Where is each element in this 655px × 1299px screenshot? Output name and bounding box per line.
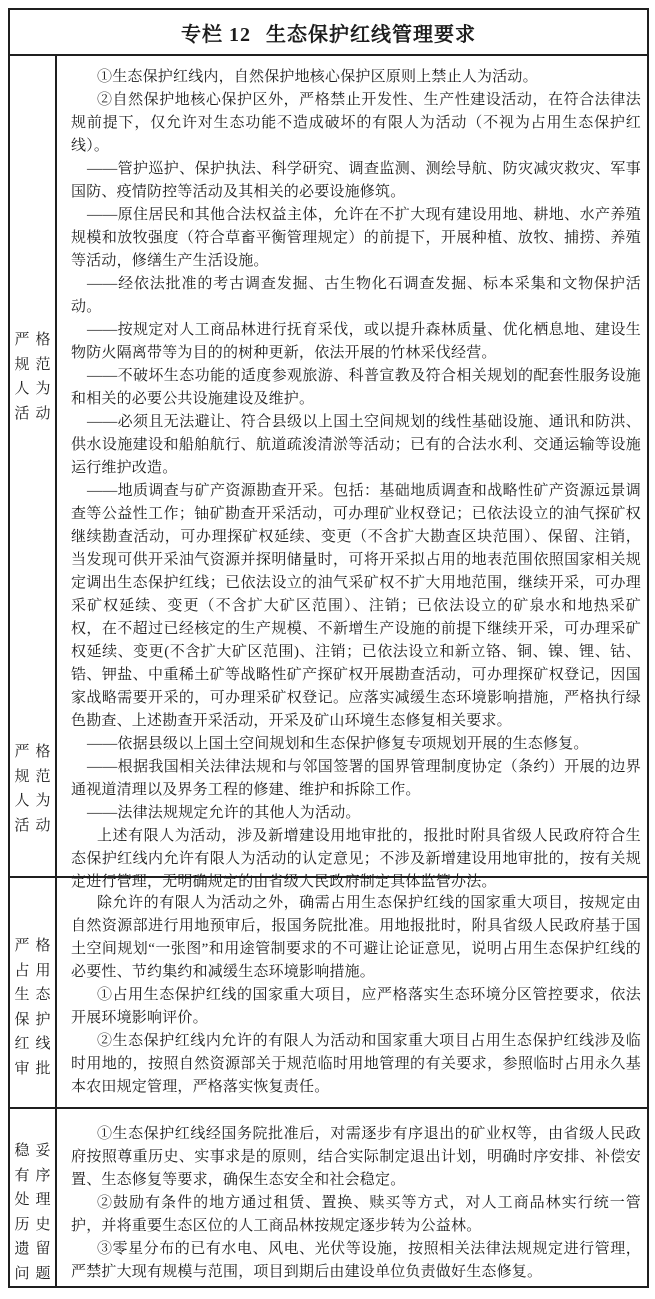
paragraph: ——依据县级以上国土空间规划和生态保护修复专项规划开展的生态修复。 bbox=[87, 736, 589, 752]
section-label-line: 处 理 bbox=[14, 1192, 51, 1208]
policy-column-box bbox=[8, 8, 649, 1288]
paragraph: ——必须且无法避让、符合县级以上国土空间规划的线性基础设施、通讯和防洪、供水设施建设和船舶航行、航道疏浚清淤等活动；已有的合法水利、交通运输等设施运行维护改造。 bbox=[71, 414, 641, 476]
section-label-line: 问 题 bbox=[14, 1265, 51, 1282]
paragraph: ②自然保护地核心保护区外，严格禁止开发性、生产性建设活动，在符合法律法规前提下，仅允许对生态功能不造成破坏的有限人为活动（不视为占用生态保护红线）。 bbox=[71, 92, 641, 154]
paragraph: ——不破坏生态功能的适度参观旅游、科普宣教及符合相关规划的配套性服务设施和相关的必要公共设施建设及维护。 bbox=[71, 368, 641, 407]
section-label-line: 严 格 bbox=[14, 744, 51, 760]
section-label-line: 人 为 bbox=[14, 793, 51, 809]
paragraph: ①生态保护红线内，自然保护地核心保护区原则上禁止人为活动。 bbox=[97, 69, 538, 85]
section-legacy-issues bbox=[10, 1107, 647, 1286]
paragraph: ——地质调查与矿产资源勘查开采。包括：基础地质调查和战略性矿产资源远景调查等公益性工作；铀矿勘查开采活动，可办理矿业权登记；已依法设立的油气探矿权继续勘查活动，可办理探矿权延续、变更（不含扩大勘查区块范围）、保留、注销，当发现可供开采油气资源并探明储量时，可将开采拟占用的地表范围依照国家相关规定调出生态保护红线；已依法设立的油气采矿权不扩大用地范围，继续开采，可办理采矿权延续、变更（不含扩大矿区范围）、注销；已依法设立的矿泉水和地热采矿权，在不超过已经核定的生产规模、不新增生产设施的前提下继续开采，可办理采矿权延续、变更(不含扩大矿区范围)、注销；已依法设立和新立铬、铜、镍、锂、钴、锆、钾盐、中重稀土矿等战略性矿产探矿权开展勘查活动，可办理探矿权登记，因国家战略需要开采的，可办理采矿权登记。应落实减缓生态环境影响措施，严格执行绿色勘查、上述勘查开采活动，开采及矿山环境生态修复相关要求。 bbox=[71, 483, 641, 729]
section-label bbox=[10, 1139, 55, 1286]
box-title-number: 专栏 12 bbox=[181, 23, 251, 46]
paragraph: ——法律法规规定允许的其他人为活动。 bbox=[87, 805, 361, 821]
section-content bbox=[57, 878, 647, 1107]
section-label-line: 审 批 bbox=[14, 1060, 51, 1077]
paragraph: ——原住居民和其他合法权益主体，允许在不扩大现有建设用地、耕地、水产养殖规模和放牧强度（符合草畜平衡管理规定）的前提下，开展种植、放牧、捕捞、养殖等活动，修缮生产生活设施。 bbox=[71, 207, 641, 269]
section-label-line: 稳 妥 bbox=[14, 1143, 51, 1159]
paragraph: ——按规定对人工商品林进行抚育采伐，或以提升森林质量、优化栖息地、建设生物防火隔离带等为目的的树种更新，依法开展的竹林采伐经营。 bbox=[71, 322, 641, 361]
section-label-cell bbox=[10, 1109, 57, 1286]
section-label-line: 占 用 bbox=[14, 962, 51, 979]
paragraph: ①生态保护红线经国务院批准后，对需逐步有序退出的矿业权等，由省级人民政府按照尊重历史、实事求是的原则，结合实际制定退出计划，明确时序安排、补偿安置、生态修复等要求，确保生态安全和社会稳定。 bbox=[71, 1126, 641, 1188]
section-label bbox=[10, 934, 55, 1081]
box-title-text: 生态保护红线管理要求 bbox=[266, 23, 476, 46]
paragraph: ——管护巡护、保护执法、科学研究、调查监测、测绘导航、防灾减灾救灾、军事国防、疫情防控等活动及其相关的必要设施修筑。 bbox=[71, 161, 641, 200]
paragraph: 除允许的有限人为活动之外，确需占用生态保护红线的国家重大项目，按规定由自然资源部进行用地预审后，报国务院批准。用地报批时，附具省级人民政府基于国土空间规划“一张图”和用途管制要求的不可避让论证意见，说明占用生态保护红线的必要性、节约集约和减缓生态环境影响措施。 bbox=[71, 895, 641, 980]
section-regulate-human-activities bbox=[10, 56, 647, 890]
section-label-line: 规 范 bbox=[14, 356, 51, 373]
paragraph: ——根据我国相关法律法规和与邻国签署的国界管理制度协定（条约）开展的边界通视道清理以及界务工程的修建、维护和拆除工作。 bbox=[71, 759, 641, 798]
section-label-line: 遗 留 bbox=[14, 1241, 51, 1257]
paragraph: ②鼓励有条件的地方通过租赁、置换、赎买等方式，对人工商品林实行统一管护，并将重要生态区位的人工商品林按规定逐步转为公益林。 bbox=[71, 1195, 641, 1234]
section-label-cell bbox=[10, 56, 57, 876]
section-label-cell bbox=[10, 878, 57, 1107]
box-title bbox=[10, 10, 647, 56]
section-content bbox=[57, 1109, 647, 1286]
section-label-line: 人 为 bbox=[14, 381, 51, 397]
section-label-line: 有 序 bbox=[14, 1167, 51, 1184]
section-label-line: 保 护 bbox=[14, 1011, 51, 1028]
section-label-line: 规 范 bbox=[14, 768, 51, 785]
section-content bbox=[57, 56, 647, 890]
paragraph: 上述有限人为活动，涉及新增建设用地审批的，报批时附具省级人民政府符合生态保护红线内允许有限人为活动的认定意见；不涉及新增建设用地审批的，按有关规定进行管理，无明确规定的由省级人民政府制定具体监管办法。 bbox=[71, 828, 641, 890]
section-label-line: 历 史 bbox=[14, 1216, 51, 1233]
section-label-line: 红 线 bbox=[14, 1036, 51, 1052]
paragraph: ①占用生态保护红线的国家重大项目，应严格落实生态环境分区管控要求，依法开展环境影响评价。 bbox=[71, 987, 641, 1026]
section-label-repeat bbox=[10, 740, 55, 838]
section-label-line: 生 态 bbox=[14, 987, 51, 1003]
paragraph: ②生态保护红线内允许的有限人为活动和国家重大项目占用生态保护红线涉及临时用地的，按照自然资源部关于规范临时用地管理的有关要求，参照临时占用永久基本农田规定管理，严格落实恢复责任。 bbox=[71, 1033, 641, 1095]
paragraph: ③零星分布的已有水电、风电、光伏等设施，按照相关法律法规规定进行管理，严禁扩大现有规模与范围，项目到期后由建设单位负责做好生态修复。 bbox=[71, 1241, 641, 1280]
paragraph: ——经依法批准的考古调查发掘、古生物化石调查发掘、标本采集和文物保护活动。 bbox=[71, 276, 641, 315]
section-label-line: 严 格 bbox=[14, 332, 51, 348]
section-label-line: 活 动 bbox=[14, 405, 51, 422]
section-label-line: 严 格 bbox=[14, 938, 51, 954]
section-redline-occupation-approval bbox=[10, 876, 647, 1107]
section-label-line: 活 动 bbox=[14, 817, 51, 834]
section-label bbox=[10, 328, 55, 426]
